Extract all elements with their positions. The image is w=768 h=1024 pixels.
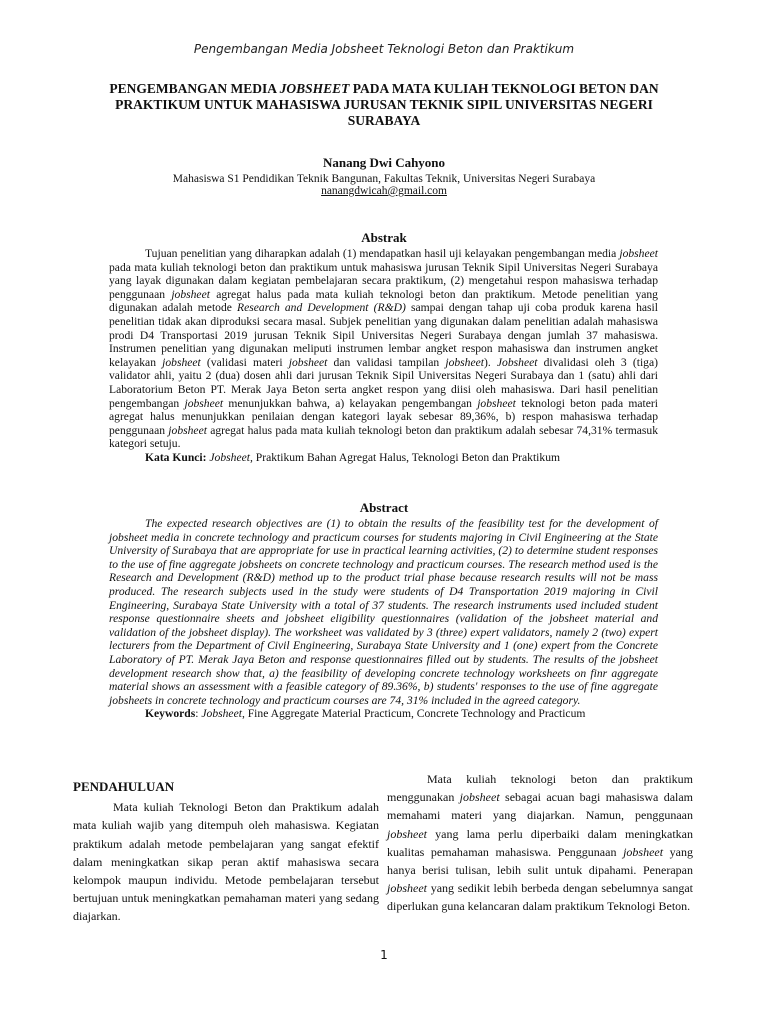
intro-heading: PENDAHULUAN: [73, 779, 175, 794]
abstract-keywords-italic: Jobsheet: [201, 707, 242, 721]
italic-term: jobsheet: [459, 790, 500, 805]
paper-title: [80, 81, 688, 129]
abstrak-keywords-label: Kata Kunci:: [145, 450, 207, 464]
author-affiliation: Mahasiswa S1 Pendidikan Teknik Bangunan, Fakultas Teknik, Universitas Negeri Surabaya: [172, 173, 596, 185]
abstrak-keywords: [109, 451, 658, 465]
text-run: agregat halus pada mata kuliah teknologi beton dan praktikum. Metode penelitian yang digunakan adalah metode: [109, 287, 658, 315]
abstract-paragraph: The expected research objectives are (1) to obtain the results of the feasibility test for the development of jobsheet media in concrete technology and practicum courses for students majoring in Civil Engineering at the State University of Surabaya that are appropriate for use in practical learning activities, (2) to determine student responses to the use of fine aggregate jobsheets on concrete technology and practicum courses. The research method used is the Research and Development (R&D) method up to the product trial phase because research results will not be mass produced. The research subjects used in the study were students of D4 Transportation 2019 majoring in Civil Engineering, Surabaya State University with a total of 37 students. The research instruments used included student response questionnaire sheets and jobsheet eligibility questionnaires (validation of the jobsheet material and validation of the jobsheet display). The worksheet was validated by 3 (three) expert validators, namely 2 (two) expert lecturers from the Department of Civil Engineering, Surabaya State University and 1 (one) expert from the Concrete Laboratory of PT. Merak Jaya Beton and response questionnaires filled out by students. The results of the jobsheet development research show that, a) the feasibility of developing concrete technology worksheets on finr aggregate material shows an assessment with a feasible category of 89.36%, b) students' responses to the use of fine aggregate jobsheets in concrete technology and practicum courses are 74, 31% included in the agreed category.: [109, 517, 658, 707]
abstract-keywords-rest: , Fine Aggregate Material Practicum, Concrete Technology and Practicum: [241, 707, 586, 721]
italic-term: jobsheet: [623, 844, 664, 859]
text-run: yang lama perlu diperbaiki dalam meningkatkan kualitas pemahaman mahasiswa. Penggunaan: [387, 826, 693, 859]
italic-term: jobsheet: [168, 423, 207, 437]
italic-term: jobsheet: [387, 826, 427, 841]
page-number: 1: [380, 948, 388, 962]
text-run: Tujuan penelitian yang diharapkan adalah (1) mendapatkan hasil uji kelayakan pengembangan media: [145, 247, 620, 260]
title-italic-word: JOBSHEET: [279, 81, 350, 96]
abstract-keywords-label: Keywords: [145, 707, 196, 721]
abstract-heading: Abstract: [359, 500, 409, 515]
text-run: sebagai acuan bagi mahasiswa dalam memahami materi yang diajarkan. Namun, penggunaan: [387, 790, 694, 823]
title-part-1: PENGEMBANGAN MEDIA: [109, 81, 280, 96]
running-header: Pengembangan Media Jobsheet Teknologi Beton dan Praktikum: [193, 42, 575, 56]
text-run: agregat halus pada mata kuliah teknologi beton dan praktikum adalah sebesar 74,31% termasuk kategori setuju.: [109, 423, 659, 451]
text-run: teknologi beton pada materi agregat halus menunjukkan penilaian dengan kategori layak sebesar 89,36%, b) respon mahasiswa terhadap penggunaan: [109, 396, 658, 437]
author-email[interactable]: nanangdwicah@gmail.com: [321, 185, 447, 197]
intro-left-paragraph: Mata kuliah Teknologi Beton dan Praktikum adalah mata kuliah wajib yang ditempuh oleh mahasiswa. Kegiatan praktikum adalah metode pembelajaran yang sangat efektif dalam meningkatkan sikap peran aktif mahasiswa secara kelompok maupun individu. Metode pembelajaran tersebut bertujuan untuk meningkatkan pemahaman materi yang sedang diajarkan.: [73, 800, 379, 924]
intro-right-paragraph: [387, 770, 693, 916]
abstract-body: [109, 517, 658, 721]
italic-term: jobsheet: [619, 247, 658, 260]
italic-term: jobsheet: [445, 355, 484, 369]
left-column: [73, 770, 379, 926]
author-name: Nanang Dwi Cahyono: [322, 155, 446, 170]
abstrak-keywords-italic: Jobsheet,: [206, 450, 253, 464]
italic-term: Jobsheet: [496, 355, 538, 369]
title-part-2: PADA MATA KULIAH TEKNOLOGI BETON DAN PRAKTIKUM UNTUK MAHASISWA JURUSAN TEKNIK SIPIL UNIVERSITAS NEGERI SURABAYA: [115, 81, 659, 128]
italic-term: jobsheet: [162, 355, 201, 369]
text-run: dan validasi tampilan: [327, 355, 446, 369]
right-column: [387, 770, 693, 916]
italic-term: jobsheet: [477, 396, 516, 410]
text-run: (validasi materi: [200, 355, 289, 369]
text-run: Mata kuliah teknologi beton dan praktikum menggunakan: [387, 772, 693, 805]
abstract-keywords: [109, 707, 658, 721]
text-run: ).: [483, 355, 497, 369]
abstrak-body: [109, 247, 658, 465]
text-run: pada mata kuliah teknologi beton dan praktikum untuk mahasiswa jurusan Teknik Sipil Universitas Negeri Surabaya yang layak digunakan dalam kegiatan pembelajaran secara praktikum, (2) mengetahui respon mahasiswa terhadap penggunaan: [109, 260, 658, 301]
italic-term: jobsheet: [184, 396, 224, 410]
abstrak-keywords-rest: Praktikum Bahan Agregat Halus, Teknologi Beton dan Praktikum: [252, 450, 561, 464]
text-run: sampai dengan tahap uji coba produk karena hasil penelitian tidak akan diproduksi secara masal. Subjek penelitian yang digunakan dalam penelitian adalah mahasiswa prodi D4 Transportasi 2019 jurusan Teknik Sipil Universitas Negeri Surabaya dengan jumlah 37 mahasiswa. Instrumen penelitian yang digunakan meliputi instrumen lembar angket respon mahasiswa dan instrumen angket kelayakan: [109, 301, 658, 369]
abstrak-heading: Abstrak: [361, 230, 407, 245]
italic-term: Research and Development (R&D): [237, 301, 406, 315]
italic-term: jobsheet: [387, 881, 427, 896]
abstrak-paragraph: [109, 247, 658, 451]
text-run: menunjukkan bahwa, a) kelayakan pengembangan: [223, 396, 478, 410]
abstract-keywords-sep: :: [195, 707, 202, 721]
text-run: yang sedikit lebih berbeda dengan sebelumnya sangat diperlukan guna kelancaran dalam praktikum Teknologi Beton.: [387, 881, 693, 914]
italic-term: jobsheet: [288, 355, 328, 369]
text-run: yang hanya berisi tulisan, lebih sulit untuk dipahami. Penerapan: [387, 844, 694, 878]
text-run: divalidasi oleh 3 (tiga) validator ahli, yaitu 2 (dua) dosen ahli dari jurusan Teknik Sipil Universitas Negeri Surabaya dan 1 (satu) ahli dari Laboratorium Beton PT. Merak Jaya Beton serta angket respon yang diisi oleh mahasiswa. Dari hasil penelitian pengembangan: [109, 355, 658, 410]
italic-term: jobsheet: [171, 287, 210, 301]
